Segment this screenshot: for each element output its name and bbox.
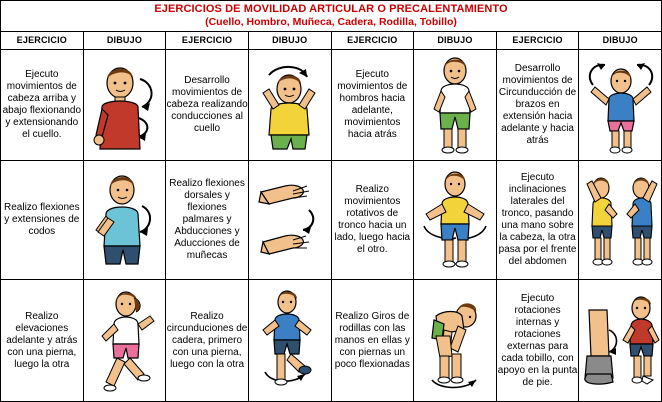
table-row [1, 160, 662, 279]
shoulder-forward-backward-figure [414, 49, 497, 160]
knee-rotation-figure [414, 280, 497, 402]
title-cell [1, 1, 662, 32]
header-exercise-4: EJERCICIO [496, 32, 579, 49]
exercise-text: Realizo elevaciones adelante y atrás con una pierna, luego la otra [1, 280, 84, 402]
exercise-text: Realizo circunduciones de cadera, primero con una pierna, luego con la otra [166, 280, 249, 402]
header-drawing-4: DIBUJO [579, 32, 662, 49]
exercise-text: Realizo flexiones dorsales y flexiones palmares y Abducciones y Aducciones de muñecas [166, 160, 249, 279]
elbow-flexion-extension-figure [83, 160, 166, 279]
exercise-text: Realizo Giros de rodillas con las manos en ellas y con piernas un poco flexionadas [331, 280, 414, 402]
table-row [1, 280, 662, 402]
exercise-text: Ejecuto movimientos de hombros hacia adelante, movimientos hacia atrás [331, 49, 414, 160]
title-line-1: EJERCICIOS DE MOVILIDAD ARTICULAR O PRECALENTAMIENTO [154, 3, 508, 16]
exercise-text: Ejecuto rotaciones internas y rotaciones externas para cada tobillo, con apoyo en la punta de pie. [496, 280, 579, 402]
header-drawing-3: DIBUJO [414, 32, 497, 49]
wrist-flexion-figure [248, 160, 331, 279]
neck-flexion-extension-figure [83, 49, 166, 160]
header-drawing-2: DIBUJO [248, 32, 331, 49]
header-exercise-2: EJERCICIO [166, 32, 249, 49]
table-row [1, 49, 662, 160]
title-line-2: (Cuello, Hombro, Muñeca, Cadera, Rodilla, Tobillo) [205, 16, 457, 29]
exercise-text: Realizo flexiones y extensiones de codos [1, 160, 84, 279]
header-exercise-3: EJERCICIO [331, 32, 414, 49]
title-row [1, 1, 662, 32]
hip-circumduction-figure [248, 280, 331, 402]
header-drawing-1: DIBUJO [83, 32, 166, 49]
exercise-text: Ejecuto inclinaciones laterales del tronco, pasando una mano sobre la cabeza, la otra pasa por el frente del abdomen [496, 160, 579, 279]
exercise-text: Desarrollo movimientos de Circunducción de brazos en extensión hacia adelante y hacia atrás [496, 49, 579, 160]
trunk-lateral-bend-figure [579, 160, 662, 279]
leg-swing-figure [83, 280, 166, 402]
exercise-text: Ejecuto movimientos de cabeza arriba y abajo flexionando y extensionando el cuello. [1, 49, 84, 160]
ankle-rotation-figure [579, 280, 662, 402]
exercise-text: Realizo movimientos rotativos de tronco hacia un lado, luego hacia el otro. [331, 160, 414, 279]
exercise-text: Desarrollo movimientos de cabeza realizando conducciones al cuello [166, 49, 249, 160]
arm-circumduction-figure [579, 49, 662, 160]
header-row [1, 32, 662, 49]
header-exercise-1: EJERCICIO [1, 32, 84, 49]
trunk-rotation-figure [414, 160, 497, 279]
neck-circumduction-figure [248, 49, 331, 160]
